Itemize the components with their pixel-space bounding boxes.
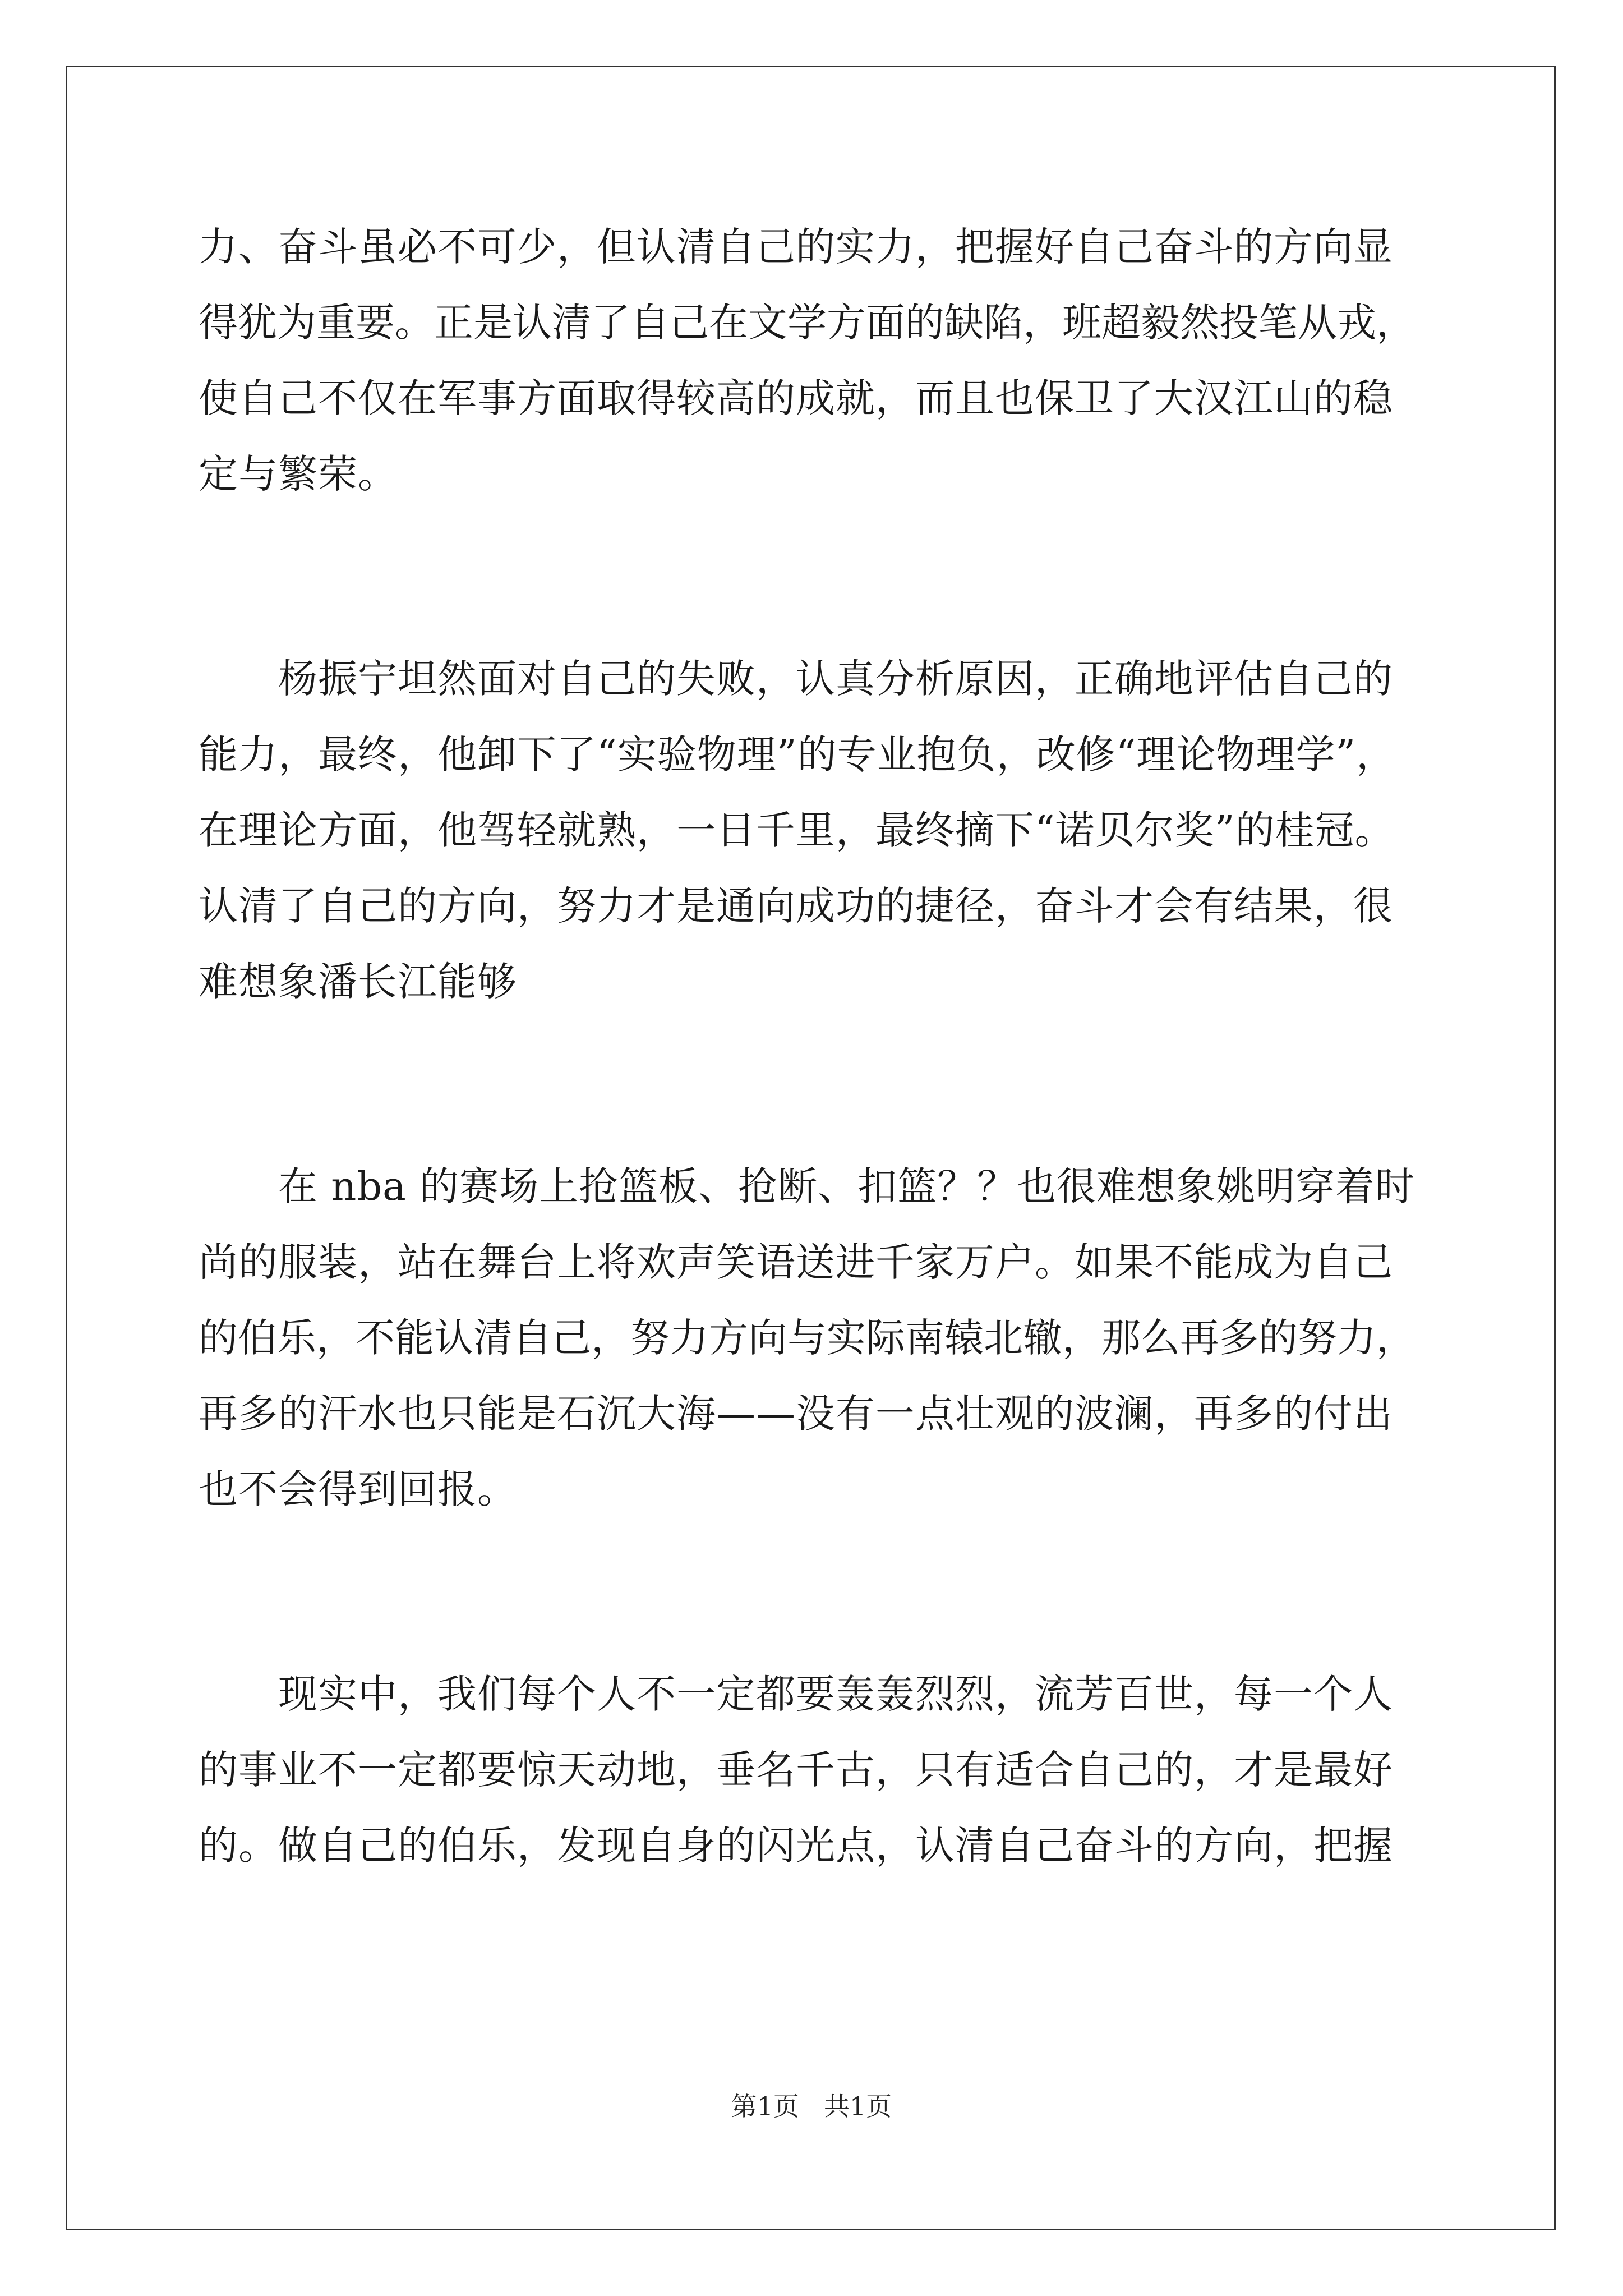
text-line: 也不会得到回报。	[199, 1466, 517, 1512]
text-line: 的事业不一定都要惊天动地，垂名千古，只有适合自己的，才是最好	[199, 1747, 1393, 1793]
text-line: 力、奋斗虽必不可少，但认清自己的实力，把握好自己奋斗的方向显	[199, 224, 1393, 270]
text-line: 再多的汗水也只能是石沉大海——没有一点壮观的波澜，再多的付出	[199, 1391, 1393, 1437]
text-line: 的。做自己的伯乐，发现自身的闪光点，认清自己奋斗的方向，把握	[199, 1823, 1393, 1869]
page-number: 第1页	[731, 2091, 799, 2122]
text-line: 定与繁荣。	[199, 451, 398, 497]
text-line: 能力，最终，他卸下了“实验物理”的专业抱负，改修“理论物理学”，	[199, 731, 1396, 777]
text-line: 现实中，我们每个人不一定都要轰轰烈烈，流芳百世，每一个人	[199, 1671, 1393, 1717]
text-line: 得犹为重要。正是认清了自己在文学方面的缺陷，班超毅然投笔从戎，	[199, 300, 1415, 346]
text-line: 认清了自己的方向，努力才是通向成功的捷径，奋斗才会有结果，很	[199, 883, 1393, 929]
text-line: 杨振宁坦然面对自己的失败，认真分析原因，正确地评估自己的	[199, 656, 1393, 702]
text-line: 在理论方面，他驾轻就熟，一日千里，最终摘下“诺贝尔奖”的桂冠。	[199, 807, 1395, 853]
text-line: 在 nba 的赛场上抢篮板、抢断、扣篮？？也很难想象姚明穿着时	[199, 1163, 1415, 1209]
text-line: 使自己不仅在军事方面取得较高的成就，而且也保卫了大汉江山的稳	[199, 375, 1393, 421]
page-footer	[0, 2090, 1623, 2123]
text-line: 难想象潘长江能够	[199, 959, 517, 1005]
text-line: 的伯乐，不能认清自己，努力方向与实际南辕北辙，那么再多的努力，	[199, 1315, 1415, 1361]
page-total: 共1页	[824, 2091, 892, 2122]
text-line: 尚的服装，站在舞台上将欢声笑语送进千家万户。如果不能成为自己	[199, 1239, 1393, 1285]
